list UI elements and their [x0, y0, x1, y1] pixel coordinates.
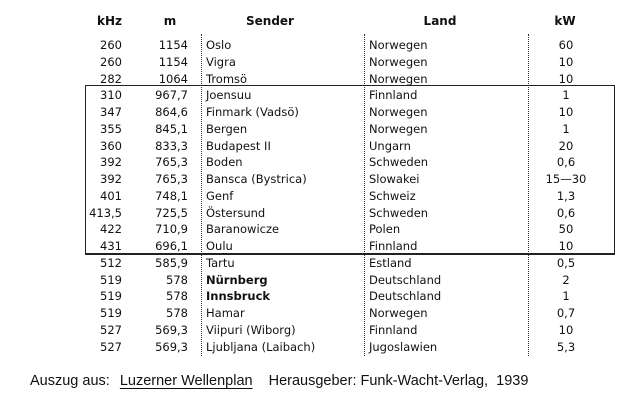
- cell-kw: 2: [562, 272, 570, 287]
- cell-m: 578: [166, 289, 188, 304]
- cell-m: 1064: [158, 71, 188, 86]
- caption-year: 1939: [496, 373, 529, 389]
- cell-land: Norwegen: [369, 121, 428, 136]
- cell-land: Schweden: [369, 155, 429, 170]
- cell-sender: Oulu: [206, 239, 233, 253]
- caption-publisher: Herausgeber: Funk-Wacht-Verlag,: [268, 373, 489, 389]
- cell-m: 569,3: [155, 322, 188, 337]
- header-khz: kHz: [96, 14, 122, 28]
- cell-land: Deutschland: [369, 272, 442, 287]
- cell-sender: Vigra: [206, 54, 236, 69]
- cell-land: Norwegen: [369, 71, 428, 86]
- cell-kw: 1: [562, 121, 570, 136]
- cell-sender: Ljubljana (Laibach): [206, 339, 316, 354]
- cell-sender: Nürnberg: [206, 272, 268, 287]
- cell-kw: 10: [558, 322, 574, 337]
- cell-khz: 527: [100, 322, 122, 337]
- cell-sender: Baranowicze: [206, 222, 280, 237]
- cell-khz: 360: [100, 138, 122, 153]
- cell-land: Finnland: [369, 239, 418, 253]
- cell-sender: Genf: [206, 188, 234, 203]
- cell-m: 748,1: [155, 188, 188, 203]
- cell-m: 578: [166, 272, 188, 287]
- cell-kw: 5,3: [556, 339, 576, 354]
- cell-khz: 392: [100, 172, 122, 186]
- cell-khz: 519: [100, 289, 122, 304]
- cell-khz: 355: [100, 121, 122, 136]
- cell-kw: 20: [558, 138, 574, 153]
- cell-sender: Tartu: [206, 255, 235, 270]
- cell-sender: Oslo: [206, 38, 232, 52]
- cell-land: Slowakei: [369, 172, 420, 186]
- cell-khz: 422: [100, 222, 122, 237]
- cell-kw: 1: [562, 88, 570, 103]
- header-land: Land: [423, 14, 457, 28]
- cell-sender: Innsbruck: [206, 289, 271, 304]
- cell-sender: Hamar: [206, 306, 245, 320]
- cell-m: 833,3: [155, 138, 188, 153]
- cell-land: Estland: [369, 255, 412, 270]
- cell-sender: Joensuu: [206, 88, 252, 103]
- caption-prefix: Auszug aus:: [30, 373, 110, 389]
- cell-kw: 0,6: [556, 155, 576, 170]
- header-kw: kW: [554, 14, 576, 28]
- header-m: m: [163, 14, 177, 28]
- cell-m: 585,9: [155, 255, 188, 270]
- cell-land: Jugoslawien: [369, 339, 438, 354]
- cell-m: 569,3: [155, 339, 188, 354]
- cell-sender: Tromsö: [206, 71, 248, 86]
- cell-land: Deutschland: [369, 289, 442, 304]
- cell-khz: 512: [100, 255, 122, 270]
- cell-land: Finnland: [369, 88, 418, 103]
- header-sender: Sender: [246, 14, 294, 28]
- caption-source: Luzerner Wellenplan: [119, 373, 253, 389]
- cell-m: 578: [166, 306, 188, 320]
- cell-sender: Viipuri (Wiborg): [206, 322, 296, 337]
- cell-khz: 519: [100, 306, 122, 320]
- cell-land: Schweiz: [369, 188, 416, 203]
- cell-kw: 10: [558, 105, 574, 119]
- cell-kw: 10: [558, 54, 574, 69]
- cell-khz: 260: [100, 54, 122, 69]
- cell-m: 1154: [158, 38, 188, 52]
- cell-land: Norwegen: [369, 38, 428, 52]
- caption: [30, 373, 528, 389]
- cell-sender: Bergen: [206, 121, 248, 136]
- cell-khz: 401: [100, 188, 122, 203]
- cell-kw: 15—30: [545, 172, 587, 186]
- cell-land: Norwegen: [369, 54, 428, 69]
- cell-kw: 1,3: [556, 188, 576, 203]
- cell-sender: Östersund: [206, 205, 266, 220]
- cell-sender: Finmark (Vadsö): [206, 105, 299, 119]
- cell-m: 765,3: [155, 155, 188, 170]
- cell-kw: 50: [558, 222, 574, 237]
- cell-m: 864,6: [155, 105, 188, 119]
- cell-land: Norwegen: [369, 105, 428, 119]
- cell-sender: Budapest II: [206, 138, 271, 153]
- cell-khz: 431: [100, 239, 122, 253]
- cell-kw: 0,5: [556, 255, 576, 270]
- cell-sender: Bansca (Bystrica): [206, 172, 307, 186]
- cell-m: 1154: [158, 54, 188, 69]
- cell-kw: 0,6: [556, 205, 576, 220]
- cell-kw: 60: [558, 38, 574, 52]
- cell-m: 845,1: [155, 121, 188, 136]
- cell-m: 967,7: [155, 88, 188, 103]
- cell-khz: 282: [100, 71, 122, 86]
- cell-m: 725,5: [155, 205, 188, 220]
- cell-land: Polen: [369, 222, 401, 237]
- cell-kw: 10: [558, 239, 574, 253]
- cell-land: Finnland: [369, 322, 418, 337]
- cell-khz: 392: [100, 155, 122, 170]
- cell-m: 696,1: [155, 239, 188, 253]
- cell-sender: Boden: [206, 155, 243, 170]
- cell-kw: 1: [562, 289, 570, 304]
- cell-khz: 413,5: [89, 205, 122, 220]
- cell-kw: 10: [558, 71, 574, 86]
- cell-land: Ungarn: [369, 138, 411, 153]
- cell-khz: 519: [100, 272, 122, 287]
- cell-khz: 260: [100, 38, 122, 52]
- cell-m: 710,9: [155, 222, 188, 237]
- cell-khz: 347: [100, 105, 122, 119]
- cell-khz: 527: [100, 339, 122, 354]
- cell-land: Norwegen: [369, 306, 428, 320]
- cell-kw: 0,7: [556, 306, 576, 320]
- cell-m: 765,3: [155, 172, 188, 186]
- cell-khz: 310: [100, 88, 122, 103]
- cell-land: Schweden: [369, 205, 429, 220]
